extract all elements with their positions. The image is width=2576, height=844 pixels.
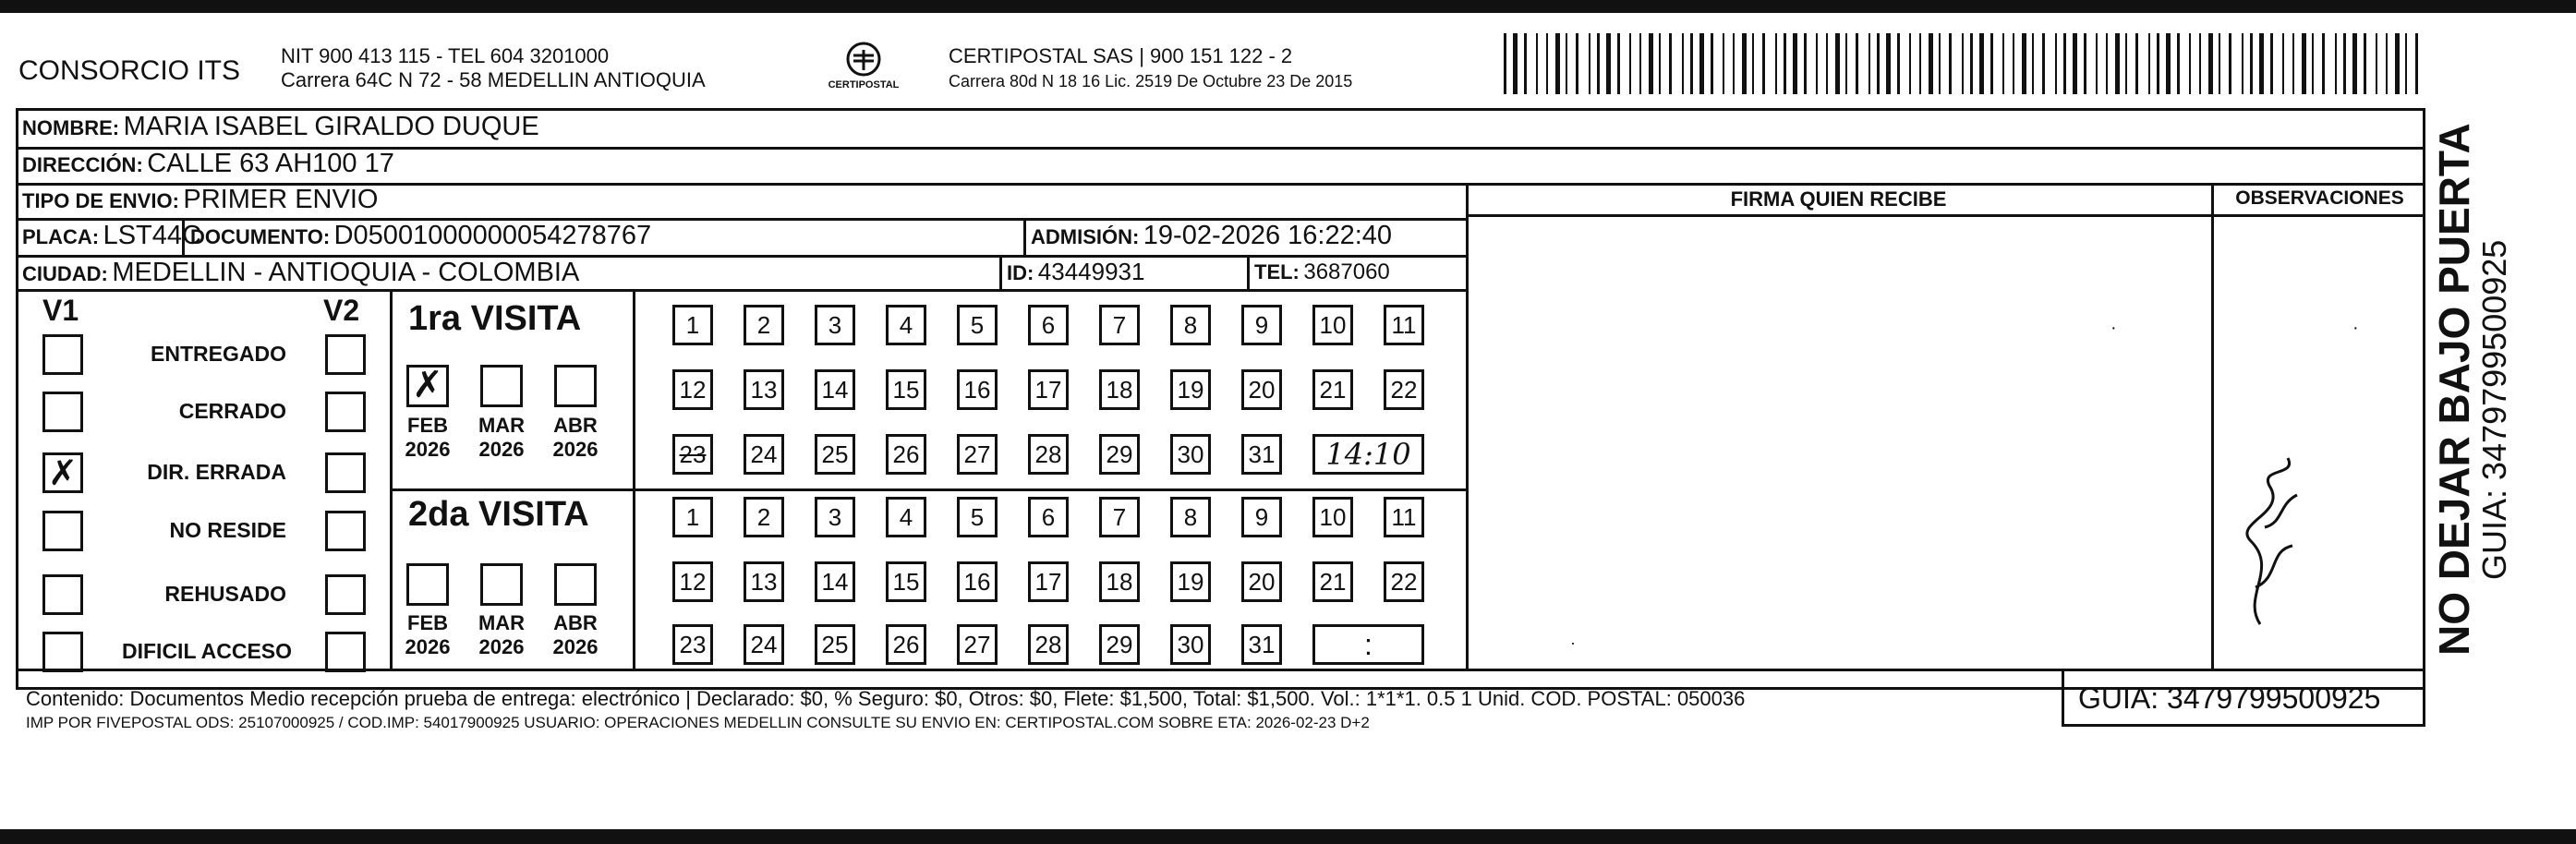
barcode-bar: [1711, 33, 1713, 94]
ciudad-value: MEDELLIN - ANTIOQUIA - COLOMBIA: [112, 258, 580, 287]
day-box[interactable]: 19: [1170, 561, 1211, 602]
v2-checkbox[interactable]: [325, 574, 366, 615]
barcode-bar: [1606, 33, 1611, 94]
day-box[interactable]: 23: [672, 624, 713, 665]
tipo-label: TIPO DE ENVIO:: [22, 189, 179, 212]
month-year: 2026: [405, 635, 451, 658]
barcode-bar: [1886, 33, 1891, 94]
day-box[interactable]: 4: [886, 305, 926, 345]
barcode-bar: [2063, 33, 2066, 94]
status-label: DIR. ERRADA: [147, 460, 286, 484]
second-visit-title: 2da VISITA: [408, 495, 589, 534]
status-label: DIFICIL ACCESO: [122, 639, 293, 663]
placa-label: PLACA:: [22, 225, 100, 248]
day-box[interactable]: 8: [1170, 497, 1211, 537]
barcode-bar: [1589, 33, 1590, 94]
barcode-bar: [2002, 33, 2004, 94]
day-box[interactable]: 30: [1170, 624, 1211, 665]
tel-row: [1254, 259, 1390, 285]
day-box[interactable]: 14: [815, 369, 855, 410]
v1-checkbox[interactable]: [42, 334, 83, 375]
day-box[interactable]: 27: [957, 434, 998, 475]
day-box[interactable]: 1: [672, 305, 713, 345]
day-box[interactable]: 29: [1099, 624, 1140, 665]
certipostal-logo: [822, 37, 905, 102]
visit-time-box[interactable]: 14:10: [1312, 434, 1424, 475]
month-name: MAR: [478, 611, 526, 634]
company-address: Carrera 64C N 72 - 58 MEDELLIN ANTIOQUIA: [281, 68, 706, 91]
documento-label: DOCUMENTO:: [190, 225, 331, 248]
handwritten-signature: [2214, 440, 2325, 643]
day-box[interactable]: 2: [744, 497, 784, 537]
barcode-bar: [2032, 33, 2034, 94]
month-name: ABR: [553, 414, 598, 437]
barcode-bar: [1793, 33, 1797, 94]
dot-mark: ·: [1570, 633, 1576, 652]
month-name: FEB: [407, 611, 448, 634]
observaciones-area[interactable]: [2214, 218, 2425, 669]
barcode-bar: [1762, 33, 1765, 94]
day-box[interactable]: 5: [957, 497, 998, 537]
day-box[interactable]: 8: [1170, 305, 1211, 345]
month-checkbox[interactable]: [480, 563, 523, 606]
barcode-bar: [2292, 33, 2294, 94]
barcode-bar: [2364, 33, 2366, 94]
day-box[interactable]: 17: [1028, 369, 1069, 410]
barcode-bar: [1639, 33, 1641, 94]
barcode-bar: [2312, 33, 2314, 94]
v2-checkbox[interactable]: [325, 452, 366, 493]
barcode-bar: [2084, 33, 2086, 94]
day-box[interactable]: 6: [1028, 305, 1069, 345]
admision-label: ADMISIÓN:: [1031, 225, 1140, 248]
observaciones-label: OBSERVACIONES: [2235, 187, 2404, 209]
logo-caption: CERTIPOSTAL: [828, 79, 900, 90]
col-divider: [1247, 255, 1250, 289]
barcode-bar: [2343, 33, 2346, 94]
tel-value: 3687060: [1303, 259, 1390, 284]
id-value: 43449931: [1037, 258, 1145, 285]
day-box[interactable]: 15: [886, 561, 926, 602]
barcode: [1504, 33, 2427, 94]
v1-checkbox[interactable]: [42, 452, 83, 493]
direccion-row: [22, 149, 394, 179]
barcode-bar: [2189, 33, 2191, 94]
barcode-bar: [2376, 33, 2377, 94]
barcode-bar: [1970, 33, 1973, 94]
barcode-bar: [1669, 33, 1672, 94]
direccion-value: CALLE 63 AH100 17: [147, 149, 394, 178]
visit-divider: [390, 488, 1466, 491]
visit-time-box[interactable]: :: [1312, 624, 1424, 665]
barcode-bar: [1699, 33, 1704, 94]
barcode-bar: [1733, 33, 1735, 94]
v2-label: V2: [323, 294, 360, 327]
barcode-bar: [2148, 33, 2150, 94]
barcode-bar: [2415, 33, 2418, 94]
tipo-row: [22, 185, 378, 215]
day-box[interactable]: 14: [815, 561, 855, 602]
col-divider: [390, 289, 393, 669]
month-checkbox[interactable]: [554, 365, 597, 407]
v2-checkbox[interactable]: [325, 511, 366, 551]
id-label: ID:: [1007, 261, 1034, 284]
day-box[interactable]: 24: [744, 434, 784, 475]
day-box[interactable]: 18: [1099, 369, 1140, 410]
id-row: [1007, 258, 1144, 286]
barcode-bar: [2270, 33, 2273, 94]
contenido-line: Contenido: Documentos Medio recepción prueba de entrega: electrónico | Declarado: $0, % Seguro: $0, Otros: $0, Flete: $1,500, Total: $1,500. Vol.: 1*1*1. 0.5 1 Unid. COD. POSTAL: 050036: [26, 687, 1746, 710]
v2-checkbox[interactable]: [325, 632, 366, 672]
v1-label: V1: [42, 294, 79, 327]
firma-label: FIRMA QUIEN RECIBE: [1730, 187, 1947, 211]
barcode-bar: [2115, 33, 2120, 94]
barcode-bar: [1576, 33, 1578, 94]
barcode-bar: [2073, 33, 2077, 94]
barcode-bar: [1723, 33, 1724, 94]
barcode-bar: [1504, 33, 1506, 94]
day-box[interactable]: 17: [1028, 561, 1069, 602]
barcode-bar: [2013, 33, 2014, 94]
barcode-bar: [1909, 33, 1911, 94]
barcode-bar: [1949, 33, 1952, 94]
barcode-bar: [2322, 33, 2325, 94]
day-box[interactable]: 24: [744, 624, 784, 665]
barcode-bar: [1649, 33, 1653, 94]
day-box[interactable]: 28: [1028, 624, 1069, 665]
day-box[interactable]: 19: [1170, 369, 1211, 410]
tel-label: TEL:: [1254, 260, 1300, 283]
day-box[interactable]: 21: [1312, 561, 1353, 602]
day-box[interactable]: 11: [1384, 497, 1424, 537]
status-label: CERRADO: [178, 399, 286, 423]
barcode-bar: [2208, 33, 2213, 94]
day-box[interactable]: 3: [815, 305, 855, 345]
day-box[interactable]: 15: [886, 369, 926, 410]
barcode-bar: [1816, 33, 1818, 94]
day-box[interactable]: 23: [672, 434, 713, 475]
barcode-bar: [2386, 33, 2388, 94]
day-box[interactable]: 30: [1170, 434, 1211, 475]
barcode-bar: [1752, 33, 1754, 94]
month-label: [395, 414, 460, 462]
carrier-address: Carrera 80d N 18 16 Lic. 2519 De Octubre 23 De 2015: [949, 72, 1353, 90]
barcode-bar: [2135, 33, 2138, 94]
checkmark-icon: ✗: [48, 452, 78, 493]
direccion-label: DIRECCIÓN:: [22, 153, 143, 176]
day-box[interactable]: 22: [1384, 561, 1424, 602]
barcode-bar: [1897, 33, 1900, 94]
month-name: MAR: [478, 414, 526, 437]
month-checkbox[interactable]: [406, 563, 449, 606]
day-box[interactable]: 9: [1241, 497, 1282, 537]
v2-checkbox[interactable]: [325, 392, 366, 432]
barcode-bar: [2229, 33, 2231, 94]
barcode-bar: [1742, 33, 1747, 94]
day-box[interactable]: 10: [1312, 497, 1353, 537]
nit-line: NIT 900 413 115 - TEL 604 3201000: [281, 44, 610, 67]
barcode-bar: [1990, 33, 1993, 94]
month-year: 2026: [552, 438, 599, 461]
checkmark-icon: ✗: [412, 364, 443, 406]
barcode-bar: [2250, 33, 2253, 94]
barcode-bar: [2177, 33, 2180, 94]
barcode-bar: [1869, 33, 1870, 94]
barcode-bar: [2282, 33, 2284, 94]
day-box[interactable]: 10: [1312, 305, 1353, 345]
status-label: ENTREGADO: [151, 342, 286, 366]
day-box[interactable]: 20: [1241, 561, 1282, 602]
day-box[interactable]: 12: [672, 369, 713, 410]
month-label: [543, 611, 608, 659]
v1-checkbox[interactable]: [42, 574, 83, 615]
day-box[interactable]: 25: [815, 624, 855, 665]
month-year: 2026: [478, 438, 525, 461]
barcode-bar: [1845, 33, 1847, 94]
month-label: [469, 611, 534, 659]
barcode-bar: [2259, 33, 2264, 94]
col-divider: [633, 289, 635, 669]
barcode-bar: [2395, 33, 2400, 94]
barcode-bar: [1617, 33, 1620, 94]
day-box[interactable]: 25: [815, 434, 855, 475]
month-year: 2026: [478, 635, 525, 658]
row-divider: [1466, 214, 2425, 217]
ciudad-label: CIUDAD:: [22, 262, 108, 285]
side-guia: GUIA: 3479799500925: [2475, 239, 2513, 580]
barcode-bar: [1775, 33, 1777, 94]
certipostal-logo-icon: [822, 37, 905, 102]
v1-checkbox[interactable]: [42, 511, 83, 551]
barcode-bar: [1929, 33, 1933, 94]
bottom-edge-bar: [0, 829, 2576, 844]
day-box[interactable]: 21: [1312, 369, 1353, 410]
day-box[interactable]: 2: [744, 305, 784, 345]
carrier-line: CERTIPOSTAL SAS | 900 151 122 - 2: [949, 44, 1293, 67]
month-checkbox[interactable]: [554, 563, 597, 606]
month-year: 2026: [552, 635, 599, 658]
status-label: NO RESIDE: [169, 518, 286, 542]
day-box[interactable]: 26: [886, 624, 926, 665]
barcode-bar: [1877, 33, 1880, 94]
month-name: ABR: [553, 611, 598, 634]
barcode-bar: [1804, 33, 1807, 94]
barcode-bar: [2055, 33, 2057, 94]
barcode-bar: [2405, 33, 2407, 94]
barcode-bar: [2096, 33, 2098, 94]
barcode-bar: [1524, 33, 1527, 94]
top-edge-bar: [0, 0, 2576, 13]
barcode-bar: [1690, 33, 1693, 94]
barcode-bar: [2106, 33, 2108, 94]
barcode-bar: [1826, 33, 1828, 94]
day-box[interactable]: 6: [1028, 497, 1069, 537]
day-box[interactable]: 26: [886, 434, 926, 475]
month-label: [469, 414, 534, 462]
day-box[interactable]: 9: [1241, 305, 1282, 345]
barcode-bar: [2242, 33, 2243, 94]
barcode-bar: [1856, 33, 1858, 94]
day-box[interactable]: 27: [957, 624, 998, 665]
day-box[interactable]: 4: [886, 497, 926, 537]
col-divider: [1023, 218, 1026, 255]
v2-checkbox[interactable]: [325, 334, 366, 375]
day-box[interactable]: 5: [957, 305, 998, 345]
day-box[interactable]: 1: [672, 497, 713, 537]
day-box[interactable]: 28: [1028, 434, 1069, 475]
company-name: CONSORCIO ITS: [18, 55, 241, 86]
admision-row: [1031, 221, 1392, 251]
barcode-bar: [1659, 33, 1661, 94]
nombre-label: NOMBRE:: [22, 116, 120, 139]
dot-mark: ·: [2352, 318, 2359, 338]
placa-value: LST44C: [103, 221, 201, 250]
barcode-bar: [1546, 33, 1548, 94]
month-year: 2026: [405, 438, 451, 461]
day-box[interactable]: 31: [1241, 434, 1282, 475]
barcode-bar: [2335, 33, 2337, 94]
tipo-value: PRIMER ENVIO: [183, 185, 379, 214]
barcode-bar: [2042, 33, 2045, 94]
month-label: [395, 611, 460, 659]
day-box[interactable]: 22: [1384, 369, 1424, 410]
barcode-bar: [2166, 33, 2171, 94]
dot-mark: ·: [2110, 318, 2117, 338]
ciudad-row: [22, 258, 579, 288]
day-box[interactable]: 16: [957, 369, 998, 410]
barcode-bar: [1979, 33, 1984, 94]
documento-row: [190, 221, 651, 251]
v1-checkbox[interactable]: [42, 632, 83, 672]
day-box[interactable]: 16: [957, 561, 998, 602]
barcode-bar: [1939, 33, 1941, 94]
day-box[interactable]: 31: [1241, 624, 1282, 665]
barcode-bar: [2352, 33, 2357, 94]
barcode-bar: [1536, 33, 1538, 94]
barcode-bar: [1835, 33, 1840, 94]
imp-line: IMP POR FIVEPOSTAL ODS: 25107000925 / COD.IMP: 54017900925 USUARIO: OPERACIONES MEDELLIN CONSULTE SU ENVIO EN: CERTIPOSTAL.COM SOBRE ETA: 2026-02-23 D+2: [26, 714, 1370, 731]
barcode-bar: [1597, 33, 1600, 94]
guia-footer: GUIA: 3479799500925: [2078, 681, 2381, 715]
day-box[interactable]: 7: [1099, 305, 1140, 345]
barcode-bar: [1919, 33, 1921, 94]
status-label: REHUSADO: [164, 582, 286, 606]
day-box[interactable]: 29: [1099, 434, 1140, 475]
barcode-bar: [2157, 33, 2159, 94]
v1-checkbox[interactable]: [42, 392, 83, 432]
first-visit-title: 1ra VISITA: [408, 299, 582, 338]
barcode-bar: [2302, 33, 2306, 94]
nombre-row: [22, 112, 539, 142]
signature-area[interactable]: [1469, 218, 2211, 669]
barcode-bar: [1784, 33, 1786, 94]
barcode-bar: [1513, 33, 1518, 94]
day-box[interactable]: 11: [1384, 305, 1424, 345]
day-box[interactable]: 18: [1099, 561, 1140, 602]
month-checkbox[interactable]: [480, 365, 523, 407]
barcode-bar: [1682, 33, 1684, 94]
no-dejar-warning: NO DEJAR BAJO PUERTA: [2430, 123, 2478, 656]
row-divider: [16, 289, 1466, 292]
month-label: [543, 414, 608, 462]
day-box[interactable]: 3: [815, 497, 855, 537]
barcode-bar: [1629, 33, 1631, 94]
col-divider: [999, 255, 1002, 289]
barcode-bar: [2219, 33, 2220, 94]
admision-value: 19-02-2026 16:22:40: [1143, 221, 1393, 250]
barcode-bar: [1566, 33, 1567, 94]
placa-row: [22, 221, 201, 251]
barcode-bar: [2125, 33, 2127, 94]
day-box[interactable]: 13: [744, 561, 784, 602]
documento-value: D05001000000054278767: [333, 221, 652, 250]
nombre-value: MARIA ISABEL GIRALDO DUQUE: [123, 112, 539, 141]
month-name: FEB: [407, 414, 448, 437]
day-box[interactable]: 13: [744, 369, 784, 410]
day-box[interactable]: 7: [1099, 497, 1140, 537]
barcode-bar: [1555, 33, 1560, 94]
barcode-bar: [2022, 33, 2026, 94]
barcode-bar: [1962, 33, 1964, 94]
day-box[interactable]: 12: [672, 561, 713, 602]
barcode-bar: [2199, 33, 2201, 94]
day-box[interactable]: 20: [1241, 369, 1282, 410]
month-checkbox[interactable]: [406, 365, 449, 407]
